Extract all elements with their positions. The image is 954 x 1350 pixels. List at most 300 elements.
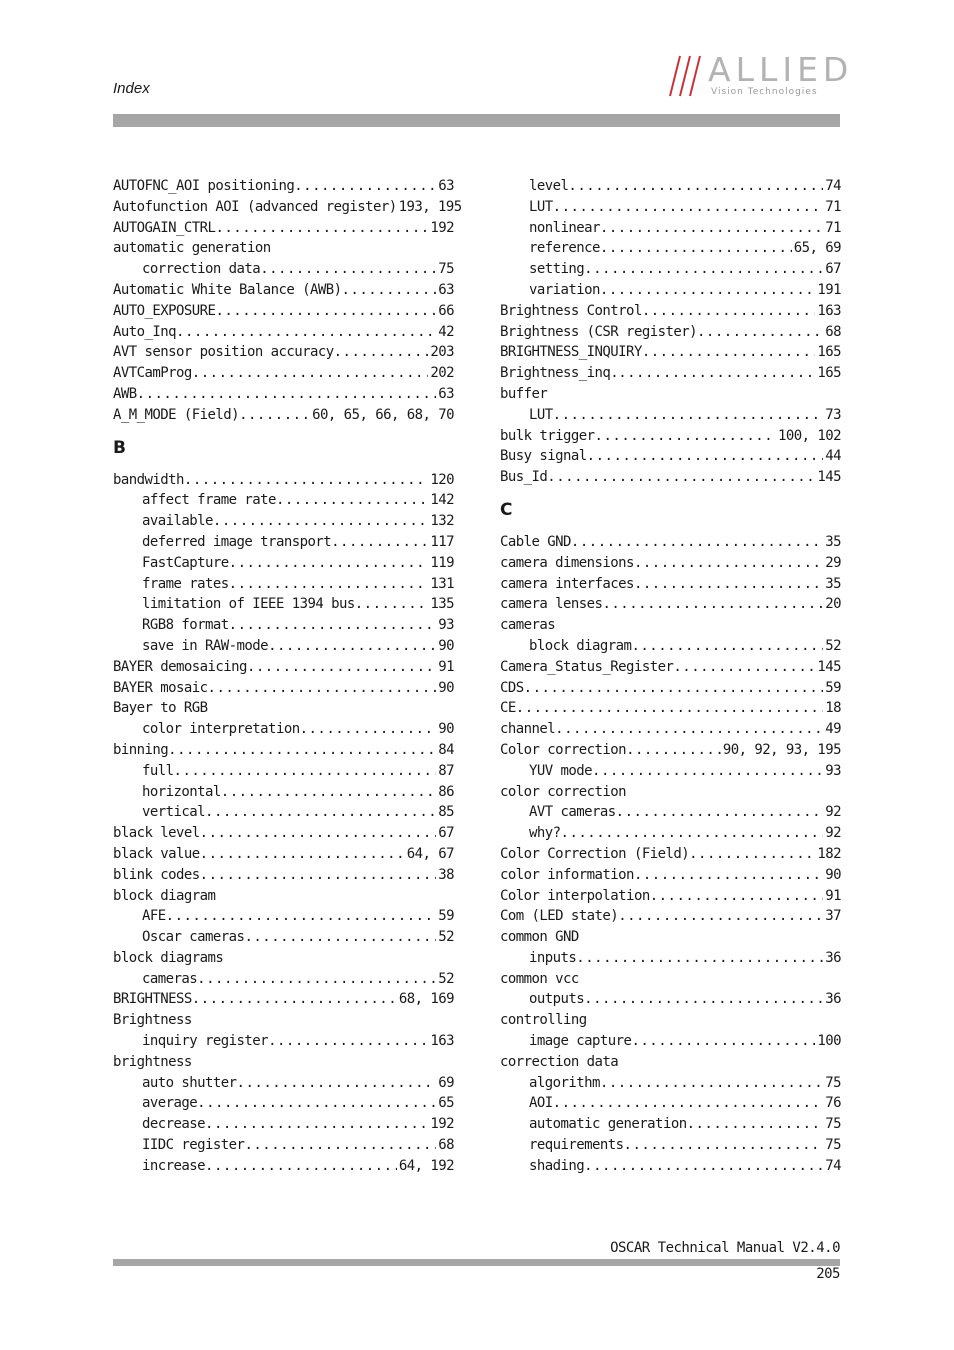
index-term: bulk trigger [500, 427, 595, 444]
index-term: LUT [529, 198, 553, 215]
index-page-refs: 132 [430, 513, 454, 530]
index-entry [500, 384, 841, 405]
index-page-refs: 163 [817, 302, 841, 319]
index-term: AUTO_EXPOSURE [113, 302, 216, 319]
dot-leader [576, 948, 823, 969]
index-term: shading [529, 1157, 585, 1174]
dot-leader [192, 363, 429, 384]
index-term: decrease [142, 1116, 206, 1133]
dot-leader [197, 969, 436, 990]
dot-leader [205, 802, 436, 823]
index-page-refs: 52 [438, 929, 454, 946]
index-subentry [500, 761, 841, 782]
index-subentry [500, 1135, 841, 1156]
index-term: inputs [529, 949, 577, 966]
dot-leader [595, 426, 776, 447]
dot-leader [247, 657, 436, 678]
index-entry [500, 698, 841, 719]
index-page-refs: 117 [430, 533, 454, 550]
index-term: why? [529, 825, 561, 842]
dot-leader [213, 511, 428, 532]
index-page-refs: 131 [430, 575, 454, 592]
index-term: setting [529, 261, 585, 278]
index-subentry [113, 259, 454, 280]
index-page-refs: 60, 65, 66, 68, 70 [312, 406, 454, 423]
index-term: AVT cameras [529, 804, 616, 821]
dot-leader [650, 886, 824, 907]
index-page-refs: 90 [438, 721, 454, 738]
index-page-refs: 90, 92, 93, 195 [722, 741, 841, 758]
index-subentry [500, 176, 841, 197]
index-page-refs: 59 [438, 908, 454, 925]
index-term: vertical [142, 804, 206, 821]
index-entry [500, 342, 841, 363]
allied-logo [668, 50, 854, 100]
dot-leader [553, 197, 824, 218]
index-term: Auto_Inq [113, 323, 177, 340]
dot-leader [137, 384, 437, 405]
index-subentry [113, 1031, 454, 1052]
index-entry [113, 989, 454, 1010]
index-term: AFE [142, 908, 166, 925]
index-page-refs: 100, 102 [777, 427, 841, 444]
index-page-refs: 63 [438, 281, 454, 298]
header-title: Index [113, 80, 150, 97]
index-term: Color Correction (Field) [500, 845, 690, 862]
index-page-refs: 90 [825, 866, 841, 883]
index-page-refs: 75 [825, 1116, 841, 1133]
index-term: Brightness [113, 1012, 192, 1029]
dot-leader [618, 906, 823, 927]
dot-leader [229, 574, 429, 595]
index-entry [500, 678, 841, 699]
index-entry [500, 782, 841, 803]
logo-slashes-icon [668, 54, 708, 98]
index-term: Camera_Status_Register [500, 658, 674, 675]
dot-leader [634, 553, 823, 574]
dot-leader [600, 238, 792, 259]
index-term: inquiry register [142, 1033, 269, 1050]
section-letter: B [113, 437, 126, 458]
index-subentry [500, 823, 841, 844]
index-entry [113, 740, 454, 761]
dot-leader [276, 490, 428, 511]
index-entry [113, 176, 454, 197]
dot-leader [673, 657, 815, 678]
index-entry [113, 301, 454, 322]
dot-leader [294, 176, 436, 197]
index-entry [113, 363, 454, 384]
index-subentry [113, 553, 454, 574]
index-page-refs: 145 [817, 469, 841, 486]
index-entry [500, 865, 841, 886]
index-page-refs: 52 [438, 970, 454, 987]
index-term: BRIGHTNESS [113, 991, 192, 1008]
dot-leader [174, 761, 437, 782]
index-term: frame rates [142, 575, 229, 592]
index-term: LUT [529, 406, 553, 423]
index-term: save in RAW-mode [142, 637, 269, 654]
dot-leader [624, 1135, 824, 1156]
dot-leader [584, 259, 823, 280]
index-term: controlling [500, 1012, 587, 1029]
index-term: Cable GND [500, 533, 571, 550]
index-page-refs: 42 [438, 323, 454, 340]
index-page-refs: 73 [825, 406, 841, 423]
index-entry [113, 698, 454, 719]
dot-leader [197, 1093, 436, 1114]
index-term: BAYER mosaic [113, 679, 208, 696]
index-subentry [500, 280, 841, 301]
index-term: AOI [529, 1095, 553, 1112]
index-page-refs: 18 [825, 700, 841, 717]
logo-subtext: Vision Technologies [711, 87, 818, 97]
index-subentry [113, 1114, 454, 1135]
index-page-refs: 91 [825, 887, 841, 904]
dot-leader [584, 989, 823, 1010]
index-term: AWB [113, 385, 137, 402]
index-term: affect frame rate [142, 492, 276, 509]
index-entry [113, 948, 454, 969]
index-entry [500, 532, 841, 553]
index-subentry [113, 927, 454, 948]
dot-leader [626, 740, 721, 761]
index-page-refs: 192 [430, 219, 454, 236]
index-term: variation [529, 281, 600, 298]
index-subentry [500, 802, 841, 823]
dot-leader [260, 259, 436, 280]
dot-leader [634, 865, 823, 886]
index-entry [113, 844, 454, 865]
index-entry [500, 969, 841, 990]
dot-leader [341, 280, 436, 301]
index-page-refs: 165 [817, 365, 841, 382]
index-term: camera interfaces [500, 575, 634, 592]
index-subentry [500, 1093, 841, 1114]
index-page-refs: 119 [430, 554, 454, 571]
index-term: blink codes [113, 866, 200, 883]
dot-leader [200, 865, 437, 886]
dot-leader [221, 782, 436, 803]
dot-leader [568, 176, 823, 197]
dot-leader [553, 405, 824, 426]
index-subentry [113, 594, 454, 615]
dot-leader [244, 1135, 436, 1156]
dot-leader [547, 467, 815, 488]
index-page-refs: 69 [438, 1074, 454, 1091]
dot-leader [516, 698, 823, 719]
index-entry [113, 1052, 454, 1073]
index-term: cameras [142, 970, 198, 987]
index-page-refs: 203 [430, 344, 454, 361]
footer-manual-title: OSCAR Technical Manual V2.4.0 [610, 1240, 840, 1256]
index-page-refs: 49 [825, 721, 841, 738]
index-term: Brightness Control [500, 302, 642, 319]
index-page-refs: 36 [825, 949, 841, 966]
index-term: bandwidth [113, 471, 184, 488]
index-page-refs: 192 [430, 1116, 454, 1133]
index-term: Busy signal [500, 448, 587, 465]
index-page-refs: 165 [817, 344, 841, 361]
index-term: Brightness_inq. [500, 365, 619, 382]
index-page-refs: 93 [825, 762, 841, 779]
index-entry [500, 657, 841, 678]
index-entry [500, 886, 841, 907]
index-page-refs: 64, 67 [406, 845, 454, 862]
index-page-refs: 75 [825, 1074, 841, 1091]
index-subentry [113, 636, 454, 657]
index-page-refs: 29 [825, 554, 841, 571]
page-number: 205 [816, 1266, 840, 1282]
index-page-refs: 75 [825, 1137, 841, 1154]
dot-leader [192, 989, 397, 1010]
index-term: increase [142, 1157, 206, 1174]
index-subentry [500, 1156, 841, 1177]
index-subentry [113, 532, 454, 553]
section-letter: C [500, 499, 513, 520]
index-term: CDS [500, 679, 524, 696]
index-subentry [500, 218, 841, 239]
index-subentry [113, 969, 454, 990]
index-term: Autofunction AOI (advanced register) [113, 198, 397, 215]
index-term: AUTOFNC_AOI positioning [113, 178, 295, 194]
index-entry [113, 342, 454, 363]
dot-leader [208, 678, 437, 699]
index-entry [113, 657, 454, 678]
index-term: requirements [529, 1137, 624, 1154]
index-term: cameras [500, 617, 556, 634]
index-page-refs: 44 [825, 448, 841, 465]
index-subentry [113, 574, 454, 595]
index-entry [500, 615, 841, 636]
index-entry [500, 553, 841, 574]
index-term: average [142, 1095, 198, 1112]
dot-leader [642, 342, 816, 363]
dot-leader [600, 280, 815, 301]
index-column-right [500, 176, 841, 1177]
index-entry [113, 218, 454, 239]
index-subentry [113, 782, 454, 803]
index-page-refs: 20 [825, 596, 841, 613]
index-entry [113, 384, 454, 405]
index-page-refs: 71 [825, 198, 841, 215]
index-entry [113, 280, 454, 301]
index-term: color interpretation [142, 721, 300, 738]
dot-leader [205, 1156, 397, 1177]
index-page-refs: 67 [825, 261, 841, 278]
index-page-refs: 68 [438, 1137, 454, 1154]
dot-leader [618, 363, 815, 384]
index-page-refs: 35 [825, 533, 841, 550]
index-subentry [500, 636, 841, 657]
index-term: AVTCamProg [113, 365, 192, 382]
index-page-refs: 74 [825, 1157, 841, 1174]
dot-leader [331, 532, 428, 553]
index-term: full [142, 762, 174, 779]
logo-wordmark: ALLIED [708, 50, 854, 89]
index-page-refs: 75 [438, 261, 454, 278]
dot-leader [634, 574, 823, 595]
dot-leader [229, 615, 437, 636]
dot-leader [600, 218, 823, 239]
index-subentry [113, 615, 454, 636]
index-term: BRIGHTNESS_INQUIRY [500, 344, 642, 361]
index-page-refs: 84 [438, 741, 454, 758]
dot-leader [631, 636, 823, 657]
index-entry [113, 322, 454, 343]
dot-leader [600, 1073, 823, 1094]
index-subentry [113, 1156, 454, 1177]
index-term: BAYER demosaicing [113, 658, 247, 675]
index-page-refs: 193, 195 [398, 198, 462, 215]
index-page-refs: 100 [817, 1033, 841, 1050]
index-page-refs: 65 [438, 1095, 454, 1112]
index-subentry [113, 719, 454, 740]
index-page-refs: 142 [430, 492, 454, 509]
index-page-refs: 182 [817, 845, 841, 862]
index-entry [500, 322, 841, 343]
dot-leader [334, 342, 429, 363]
index-entry [500, 1010, 841, 1031]
index-term: algorithm [529, 1074, 600, 1091]
index-term: Oscar cameras [142, 929, 245, 946]
index-term: Bus_Id [500, 469, 548, 486]
dot-leader [687, 1114, 824, 1135]
index-term: correction data [142, 261, 261, 278]
index-term: camera dimensions [500, 554, 634, 571]
dot-leader [168, 740, 436, 761]
index-page-refs: 64, 192 [398, 1157, 454, 1174]
index-entry [500, 301, 841, 322]
dot-leader [200, 823, 437, 844]
index-term: limitation of IEEE 1394 bus [142, 596, 355, 613]
dot-leader [584, 1156, 823, 1177]
footer-divider-bar [113, 1259, 840, 1266]
index-page-refs: 59 [825, 679, 841, 696]
index-page-refs: 90 [438, 679, 454, 696]
index-subentry [113, 490, 454, 511]
dot-leader [166, 906, 437, 927]
index-entry [500, 740, 841, 761]
dot-leader [592, 761, 823, 782]
index-page-refs: 52 [825, 637, 841, 654]
dot-leader [244, 927, 436, 948]
dot-leader [587, 446, 824, 467]
index-term: color information [500, 866, 634, 883]
dot-leader [239, 405, 310, 426]
index-subentry [500, 259, 841, 280]
index-page-refs: 92 [825, 825, 841, 842]
index-term: YUV mode [529, 762, 593, 779]
index-term: Bayer to RGB [113, 700, 208, 717]
index-subentry [500, 405, 841, 426]
index-page-refs: 67 [438, 825, 454, 842]
index-entry [113, 886, 454, 907]
index-page-refs: 38 [438, 866, 454, 883]
index-term: level [529, 178, 569, 194]
dot-leader [524, 678, 824, 699]
index-subentry [113, 1093, 454, 1114]
index-entry [113, 238, 454, 259]
index-page-refs: 91 [438, 658, 454, 675]
dot-leader [697, 322, 823, 343]
index-term: binning [113, 741, 169, 758]
index-page-refs: 85 [438, 804, 454, 821]
dot-leader [200, 844, 405, 865]
index-term: FastCapture [142, 554, 229, 571]
index-term: CE [500, 700, 516, 717]
index-page-refs: 191 [817, 281, 841, 298]
dot-leader [642, 301, 816, 322]
index-term: reference [529, 240, 600, 257]
index-term: Color interpolation [500, 887, 650, 904]
index-column-left [113, 176, 462, 1177]
dot-leader [571, 532, 823, 553]
index-page-refs: 68, 169 [398, 991, 454, 1008]
index-subentry [500, 238, 841, 259]
index-page-refs: 66 [438, 302, 454, 319]
dot-leader [616, 802, 824, 823]
index-entry [113, 470, 454, 491]
index-entry [113, 678, 454, 699]
index-page-refs: 35 [825, 575, 841, 592]
index-page-refs: 65, 69 [793, 240, 841, 257]
index-page-refs: 135 [430, 596, 454, 613]
index-term: IIDC register [142, 1137, 245, 1154]
index-term: block diagram [529, 637, 632, 654]
index-page-refs: 90 [438, 637, 454, 654]
dot-leader [229, 553, 429, 574]
index-page-refs: 36 [825, 991, 841, 1008]
index-subentry [500, 1073, 841, 1094]
index-subentry [113, 1135, 454, 1156]
index-entry [500, 574, 841, 595]
index-entry [500, 927, 841, 948]
dot-leader [205, 1114, 428, 1135]
index-entry [500, 446, 841, 467]
index-term: AUTOGAIN_CTRL [113, 219, 216, 236]
index-page-refs: 74 [825, 178, 841, 194]
dot-leader [215, 301, 436, 322]
index-subentry [113, 1073, 454, 1094]
index-entry [113, 865, 454, 886]
index-term: common GND [500, 929, 579, 946]
dot-leader [176, 322, 436, 343]
index-term: AVT sensor position accuracy [113, 344, 334, 361]
index-page-refs: 93 [438, 617, 454, 634]
index-entry [500, 467, 841, 488]
index-entry [500, 1052, 841, 1073]
index-subentry [500, 197, 841, 218]
index-term: block diagrams [113, 949, 224, 966]
index-term: Com (LED state) [500, 908, 619, 925]
index-term: automatic generation [529, 1116, 687, 1133]
dot-leader [631, 1031, 815, 1052]
index-term: auto shutter [142, 1074, 237, 1091]
dot-leader [300, 719, 437, 740]
index-subentry [113, 511, 454, 532]
index-entry [113, 405, 454, 426]
index-term: available [142, 513, 213, 530]
index-term: outputs [529, 991, 585, 1008]
dot-leader [553, 1093, 824, 1114]
index-page-refs: 71 [825, 219, 841, 236]
index-entry [500, 363, 841, 384]
index-subentry [113, 906, 454, 927]
index-term: deferred image transport [142, 533, 332, 550]
index-term: Color correction [500, 741, 627, 758]
index-term: block diagram [113, 887, 216, 904]
